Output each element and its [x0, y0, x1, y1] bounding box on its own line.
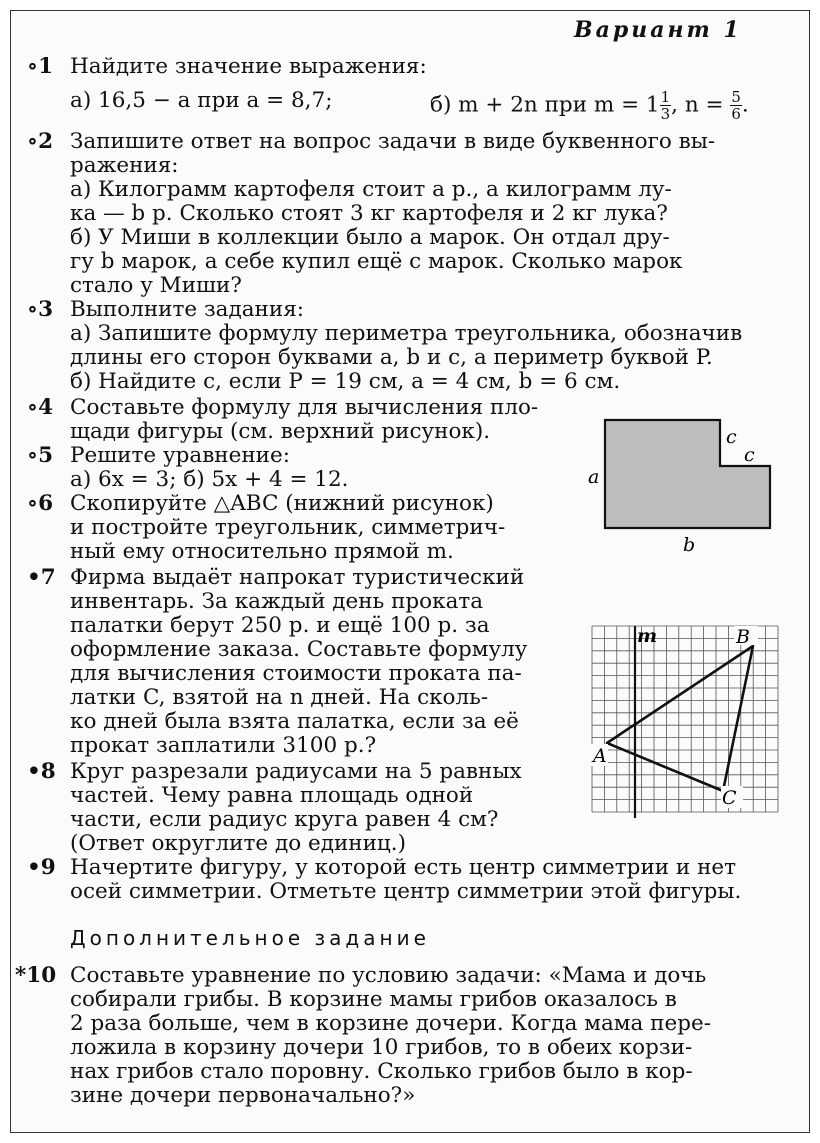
label-C: C: [722, 787, 737, 809]
label-c-horizontal: c: [744, 444, 755, 466]
label-b: b: [683, 534, 696, 556]
task-7-line: прокат заплатили 3100 р.?: [70, 733, 377, 758]
task-10-line: ложила в корзину дочери 10 грибов, то в обеих корзи-: [70, 1035, 693, 1060]
task-9-line: осей симметрии. Отметьте центр симметрии этой фигуры.: [70, 879, 742, 904]
triangle-grid-figure: [580, 620, 780, 820]
task-10-line: Составьте уравнение по условию задачи: «Мама и дочь: [70, 963, 707, 988]
task-3-line: длины его сторон буквами a, b и c, а периметр буквой P.: [70, 345, 713, 370]
task-6-number: ∘6: [27, 491, 54, 516]
task-2-line: ка — b р. Сколько стоят 3 кг картофеля и 2 кг лука?: [70, 201, 668, 226]
task-10-number: *10: [15, 963, 57, 988]
task-4-line: щади фигуры (см. верхний рисунок).: [70, 419, 491, 444]
label-a: a: [588, 466, 600, 488]
task-5-line: а) 6x = 3; б) 5x + 4 = 12.: [70, 467, 349, 492]
label-m: m: [637, 625, 658, 647]
task-8-number: •8: [27, 759, 56, 784]
label-A: A: [593, 745, 607, 767]
task-10-line: нах грибов стало поровну. Сколько грибов было в кор-: [70, 1059, 693, 1084]
task-7-line: инвентарь. За каждый день проката: [70, 589, 484, 614]
task-7-line: палатки берут 250 р. и ещё 100 р. за: [70, 613, 490, 638]
task-2-line: а) Килограмм картофеля стоит a р., а килограмм лу-: [70, 177, 672, 202]
task-2-line: ражения:: [70, 153, 179, 178]
task-7-line: для вычисления стоимости проката па-: [70, 661, 522, 686]
task-10-line: собирали грибы. В корзине мамы грибов оказалось в: [70, 987, 677, 1012]
task-3-number: ∘3: [27, 297, 54, 322]
label-c-vertical: c: [726, 426, 737, 448]
task-8-line: (Ответ округлите до единиц.): [70, 831, 406, 856]
task-3-line: Выполните задания:: [70, 297, 305, 322]
task-5-number: ∘5: [27, 443, 54, 468]
task-10-line: 2 раза больше, чем в корзине дочери. Когда мама пере-: [70, 1011, 711, 1036]
fraction-five-sixths: $\frac{5}{6}$: [731, 88, 741, 123]
task-4-number: ∘4: [27, 395, 54, 420]
task-7-line: ко дней была взята палатка, если за её: [70, 709, 519, 734]
task-8-line: частей. Чему равна площадь одной: [70, 783, 474, 808]
task-8-line: Круг разрезали радиусами на 5 равных: [70, 759, 522, 784]
task-6-line: и постройте треугольник, симметрич-: [70, 515, 506, 540]
task-2-line: Запишите ответ на вопрос задачи в виде буквенного вы-: [70, 129, 716, 154]
task-8-line: части, если радиус круга равен 4 см?: [70, 807, 499, 832]
task-7-line: оформление заказа. Составьте формулу: [70, 637, 528, 662]
extra-task-heading: Дополнительное задание: [70, 926, 430, 950]
task-6-line: Скопируйте △ABC (нижний рисунок): [70, 491, 494, 516]
task-10-line: зине дочери первоначально?»: [70, 1083, 416, 1108]
task-2-line: б) У Миши в коллекции было a марок. Он отдал дру-: [70, 225, 670, 250]
task-3-line: б) Найдите c, если P = 19 см, a = 4 см, b = 6 см.: [70, 369, 621, 394]
task-1-text: Найдите значение выражения:: [70, 54, 427, 79]
task-4-line: Составьте формулу для вычисления пло-: [70, 395, 539, 420]
task-1-part-a: а) 16,5 − a при a = 8,7;: [70, 88, 333, 113]
task-9-line: Начертите фигуру, у которой есть центр симметрии и нет: [70, 855, 737, 880]
l-shape: [605, 420, 770, 528]
task-2-line: гу b марок, а себе купил ещё c марок. Сколько марок: [70, 249, 683, 274]
task-3-line: а) Запишите формулу периметра треугольника, обозначив: [70, 321, 743, 346]
l-shape-figure: [580, 408, 780, 558]
label-B: B: [736, 626, 750, 648]
task-6-line: ный ему относительно прямой m.: [70, 539, 454, 564]
task-2-number: ∘2: [27, 129, 54, 154]
task-1-number: ∘1: [27, 54, 54, 79]
task-7-number: •7: [27, 565, 56, 590]
task-7-line: латки C, взятой на n дней. На сколь-: [70, 685, 489, 710]
task-1-part-b: б) m + 2n при m = 1 $\frac{1}{3}$ , n = $\frac{5}{6}$ .: [430, 88, 749, 123]
task-7-line: Фирма выдаёт напрокат туристический: [70, 565, 525, 590]
task-5-line: Решите уравнение:: [70, 443, 290, 468]
task-2-line: стало у Миши?: [70, 273, 242, 298]
task-9-number: •9: [27, 855, 56, 880]
fraction-one-third: $\frac{1}{3}$: [660, 88, 671, 123]
variant-title: Вариант 1: [574, 17, 742, 43]
